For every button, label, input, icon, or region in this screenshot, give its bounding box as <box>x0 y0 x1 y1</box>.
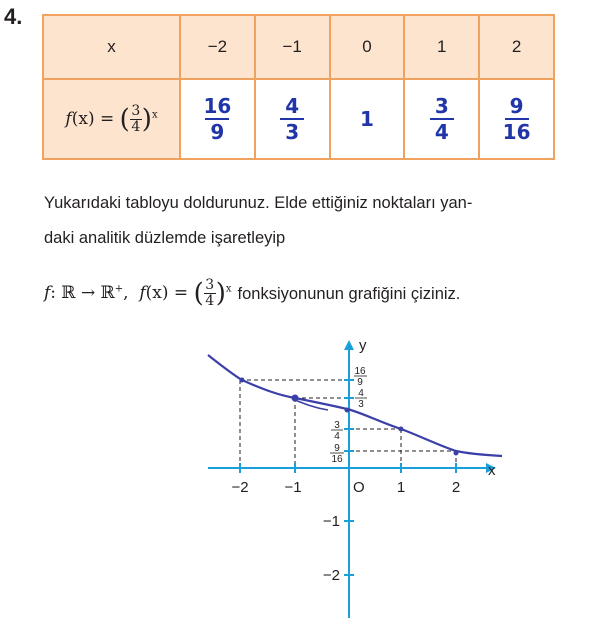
y-fraction-num: 9 <box>334 443 340 454</box>
handwritten-answer: $\frac{9}{16}$ <box>502 94 531 144</box>
x-label: x <box>107 37 116 56</box>
y-fraction-num: 16 <box>354 366 366 377</box>
x-tick-label: 1 <box>396 479 406 496</box>
plotted-point <box>345 408 350 413</box>
plotted-point <box>399 427 404 432</box>
y-fraction-den: 4 <box>334 431 340 442</box>
y-fraction-num: 3 <box>334 420 340 431</box>
y-axis-label: y <box>359 337 367 354</box>
x-value: −1 <box>282 37 302 56</box>
handwritten-answer: $\frac{4}{3}$ <box>280 95 304 143</box>
function-mapping: f: ℝ → ℝ+, f(x) = ( $\frac{3}{4}$ )$^x$ <box>44 277 232 309</box>
y-tick-label: −1 <box>322 513 340 530</box>
instruction-line-2: daki analitik düzlemde işaretleyip <box>44 229 286 247</box>
plotted-point <box>292 395 299 402</box>
instruction-line-1: Yukarıdaki tabloyu doldurunuz. Elde ettiğiniz noktaları yan- <box>44 194 473 212</box>
x-axis-label: x <box>488 462 496 479</box>
handwritten-answer: $\frac{3}{4}$ <box>430 95 454 143</box>
instruction-line-3: fonksiyonunun grafiğini çiziniz. <box>237 284 461 303</box>
plotted-point <box>454 451 459 456</box>
handwritten-answer: 1 <box>360 106 374 131</box>
y-fraction-num: 4 <box>358 388 364 399</box>
y-fraction-den: 16 <box>331 454 343 465</box>
y-fraction-den: 3 <box>358 399 364 410</box>
x-tick-label: −2 <box>231 479 249 496</box>
x-tick-label: 2 <box>451 479 461 496</box>
x-tick-label: −1 <box>284 479 302 496</box>
x-value: 0 <box>362 37 372 56</box>
origin-label: O <box>353 479 365 496</box>
y-axis-arrow <box>344 340 354 350</box>
plotted-point <box>240 378 245 383</box>
y-tick-label: −2 <box>322 567 340 584</box>
x-value: 2 <box>511 37 522 56</box>
x-value: −2 <box>207 37 228 56</box>
problem-number: 4. <box>4 4 23 29</box>
x-value: 1 <box>437 37 447 56</box>
y-fraction-den: 9 <box>357 377 363 388</box>
handwritten-answer: $\frac{16}{9}$ <box>203 94 232 144</box>
fx-formula: f(x) = ( $\frac{3}{4}$ )$^x$ <box>65 102 158 135</box>
